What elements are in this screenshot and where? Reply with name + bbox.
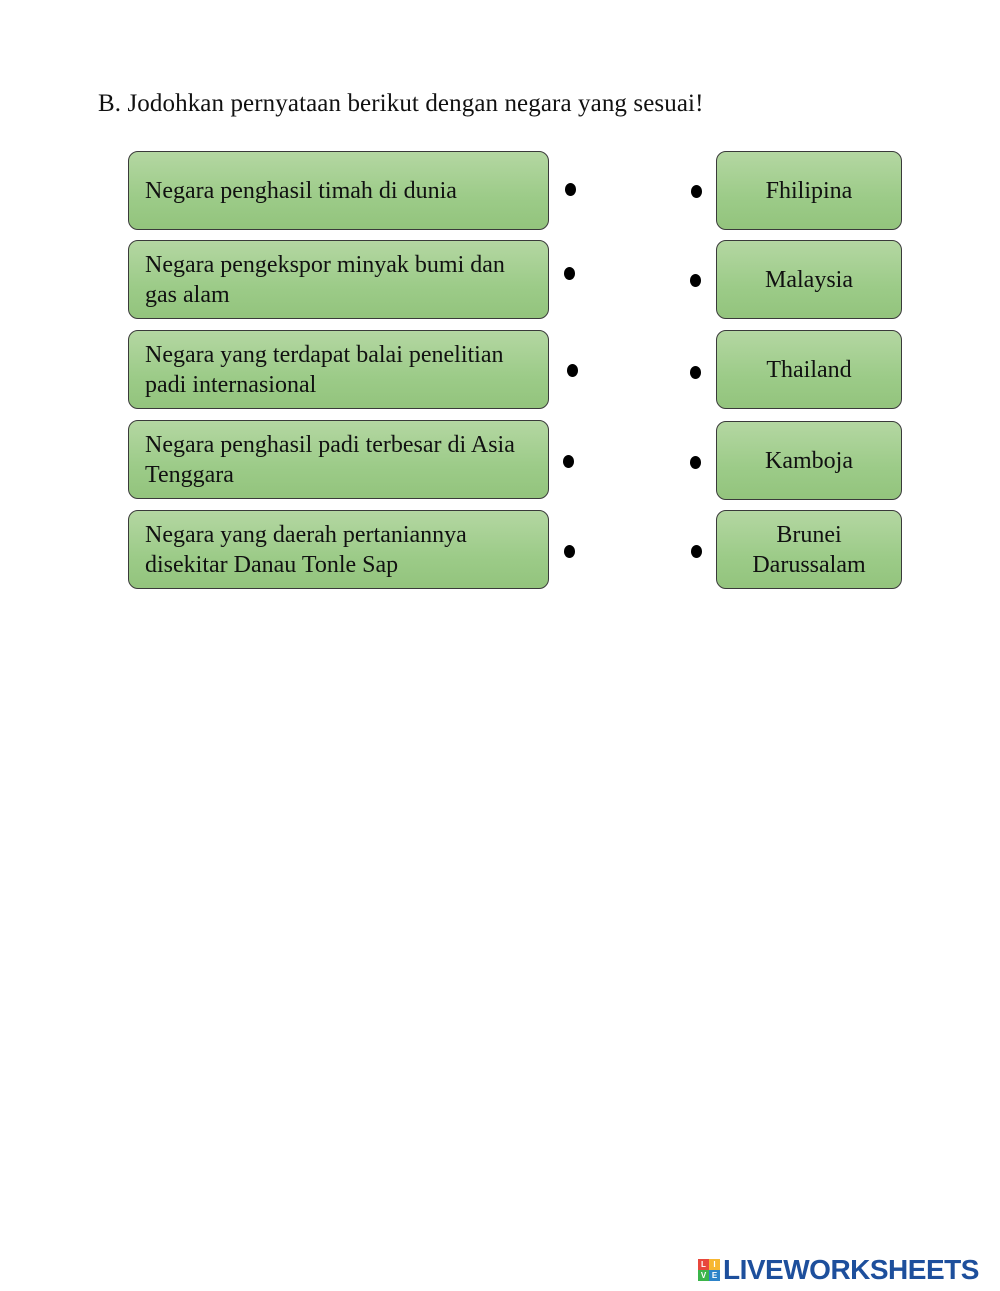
liveworksheets-logo — [698, 1253, 979, 1287]
answer-text: Thailand — [766, 356, 852, 383]
statement-card-4[interactable] — [128, 420, 549, 499]
left-match-dot-5[interactable] — [564, 545, 575, 558]
left-match-dot-4[interactable] — [563, 455, 574, 468]
statement-card-2[interactable] — [128, 240, 549, 319]
statement-card-3[interactable] — [128, 330, 549, 409]
statement-card-1[interactable] — [128, 151, 549, 230]
right-match-dot-2[interactable] — [690, 274, 701, 287]
statement-text: Negara yang daerah pertaniannya disekitar Danau Tonle Sap — [145, 521, 467, 578]
logo-icon-letter: I — [709, 1259, 720, 1270]
answer-text: Malaysia — [765, 266, 853, 293]
statement-text: Negara yang terdapat balai penelitian padi internasional — [145, 341, 504, 398]
logo-icon-letter: E — [709, 1270, 720, 1281]
liveworksheets-logo-icon — [698, 1259, 720, 1281]
right-match-dot-3[interactable] — [690, 366, 701, 379]
left-match-dot-1[interactable] — [565, 183, 576, 196]
answer-text: Kamboja — [765, 447, 853, 474]
answer-text: Brunei Darussalam — [752, 521, 866, 578]
right-match-dot-1[interactable] — [691, 185, 702, 198]
answer-text: Fhilipina — [765, 177, 853, 204]
left-match-dot-2[interactable] — [564, 267, 575, 280]
instruction-title: B. Jodohkan pernyataan berikut dengan negara yang sesuai! — [98, 90, 704, 117]
statement-text: Negara pengekspor minyak bumi dan gas alam — [145, 251, 505, 308]
logo-text: LIVEWORKSHEETS — [723, 1254, 979, 1285]
statement-text: Negara penghasil timah di dunia — [145, 177, 457, 204]
statement-card-5[interactable] — [128, 510, 549, 589]
right-match-dot-5[interactable] — [691, 545, 702, 558]
left-match-dot-3[interactable] — [567, 364, 578, 377]
answer-card-5[interactable] — [716, 510, 902, 589]
statement-text: Negara penghasil padi terbesar di Asia Tenggara — [145, 431, 515, 488]
right-match-dot-4[interactable] — [690, 456, 701, 469]
answer-card-2[interactable] — [716, 240, 902, 319]
answer-card-4[interactable] — [716, 421, 902, 500]
logo-icon-letter: V — [698, 1270, 709, 1281]
logo-icon-letter: L — [698, 1259, 709, 1270]
answer-card-3[interactable] — [716, 330, 902, 409]
answer-card-1[interactable] — [716, 151, 902, 230]
